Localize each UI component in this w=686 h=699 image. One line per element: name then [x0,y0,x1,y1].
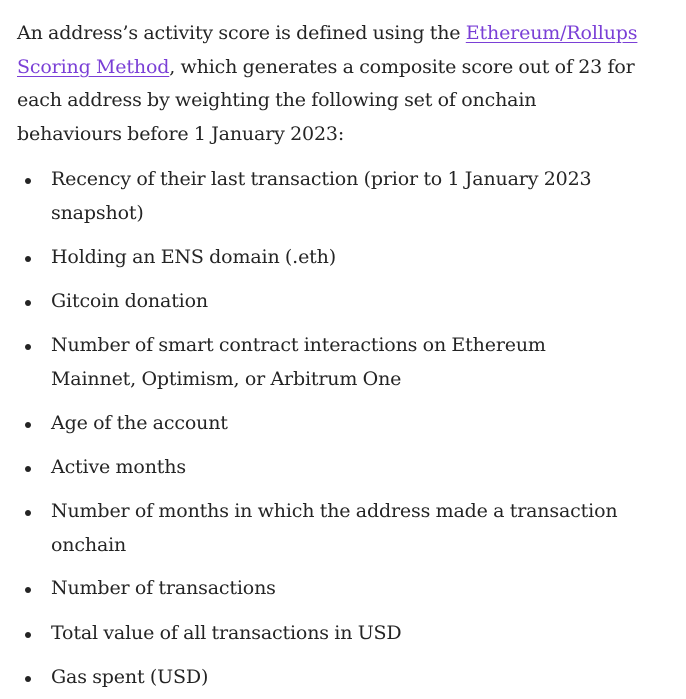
list-item-text: Number of smart contract interactions on Ethereum Mainnet, Optimism, or Arbitrum One [51,334,546,390]
list-item-text: Holding an ENS domain (.eth) [51,246,336,268]
list-item [0,451,650,485]
bullet-icon [25,466,31,472]
bullet-icon [25,300,31,306]
list-item-text: Gitcoin donation [51,290,208,312]
list-item-text: Total value of all transactions in USD [51,622,402,644]
bullet-icon [25,256,31,262]
list-item-text: Recency of their last transaction (prior to 1 January 2023 snapshot) [51,168,592,224]
list-item [0,572,650,606]
list-item-text: Gas spent (USD) [51,666,209,688]
bullet-icon [25,632,31,638]
list-item [0,163,650,230]
bullet-icon [25,676,31,682]
intro-text-before-link: An address’s activity score is defined using the [17,22,466,44]
bullet-icon [25,587,31,593]
list-item [0,617,650,651]
list-item [0,241,650,275]
intro-paragraph [17,17,646,151]
list-item-text: Number of months in which the address made a transaction onchain [51,500,618,556]
intro-text-after-link: , which generates a composite score out of 23 for each address by weighting the following set of onchain behaviours before 1 January 2023: [17,55,635,145]
list-item [0,495,650,562]
list-item [0,329,650,396]
bullet-icon [25,510,31,516]
list-item [0,285,650,319]
scoring-method-link[interactable]: Ethereum/Rollups Scoring Method [17,22,638,78]
list-item [0,407,650,441]
bullet-icon [25,344,31,350]
list-item-text: Active months [51,456,186,478]
list-item [0,661,650,695]
list-item-text: Number of transactions [51,577,276,599]
bullet-icon [25,422,31,428]
list-item-text: Age of the account [51,412,228,434]
bullet-icon [25,178,31,184]
